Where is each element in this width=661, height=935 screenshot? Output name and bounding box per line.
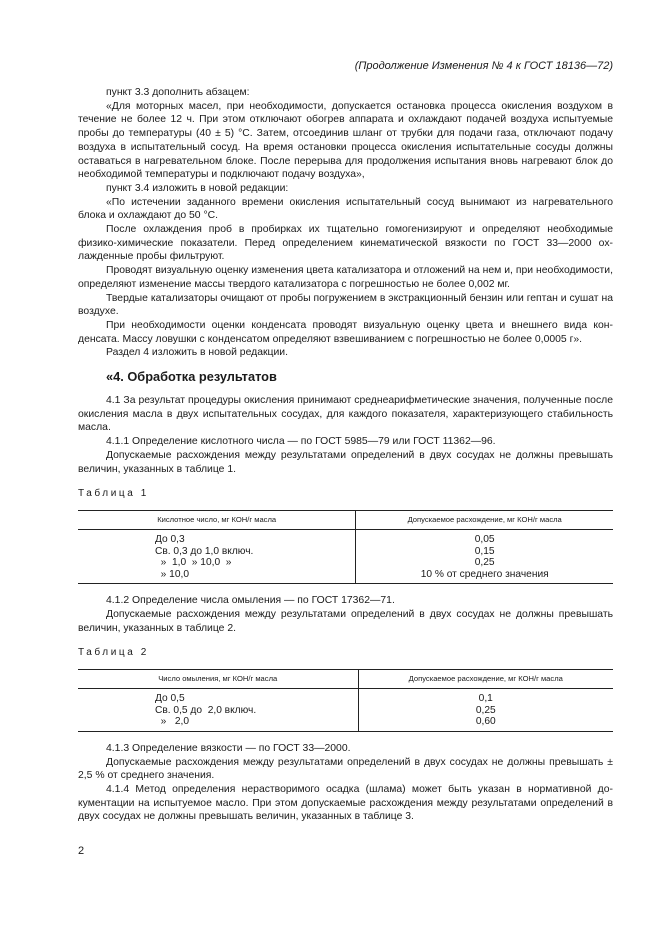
table-cell: » 10,0 xyxy=(155,568,189,580)
paragraph: Допускаемые расхождения между результатами определений в двух сосудах не должны превышать ± 2,5 % от среднего значения. xyxy=(78,756,613,782)
table-cell: Св. 0,3 до 1,0 включ. xyxy=(155,545,254,557)
table-cell: Св. 0,5 до 2,0 включ. xyxy=(155,704,257,716)
table-header-cell: Допускаемое расхождение, мг КОН/г масла xyxy=(356,510,613,529)
table-cell: 0,25 xyxy=(475,704,496,716)
running-header: (Продолжение Изменения № 4 к ГОСТ 18136—72) xyxy=(354,60,613,72)
table-cell: » 1,0 » 10,0 » xyxy=(155,557,232,569)
table-saponification-number xyxy=(78,669,613,732)
table-cell: 10 % от среднего значения xyxy=(420,568,549,580)
table-cell: 0,15 xyxy=(474,545,495,557)
paragraph: «По истечении заданного времени окисления испытательный сосуд вынимают из нагревательного блока и охлаждают до 50 °С. xyxy=(78,196,613,222)
table-column-values xyxy=(356,529,613,583)
table-cell: До 0,3 xyxy=(155,533,185,545)
table-header-cell: Кислотное число, мг КОН/г масла xyxy=(78,510,356,529)
table-cell: » 2,0 xyxy=(155,716,189,728)
paragraph: «Для моторных масел, при необходимости, допускается остановка процесса окисления воздухом в течение не более 12 ч. При этом отключают обогрев аппарата и охлаждают подачей воздуха испытуемые пробы до температуры (40 ± 5) °С. Затем, отсоединив шланг от трубки для подачи газа, отключают подачу воздуха в испытательный сосуд. На время остановки процесса окисления испытательные сосуды должны оставаться в нагревательном блоке. После перерыва для продолжения испытания вновь нагревают блок до необходимой температуры и подключают подачу воздуха», xyxy=(78,100,613,181)
table-cell: До 0,5 xyxy=(155,693,185,705)
section-title: «4. Обработка результатов xyxy=(106,369,277,385)
table-header-cell: Допускаемое расхождение, мг КОН/г масла xyxy=(358,670,613,689)
paragraph: Допускаемые расхождения между результатами определений в двух сосудах не должны превышать величин, указанных в таблице 1. xyxy=(78,449,613,475)
table-column-values xyxy=(358,689,613,732)
table-column-ranges xyxy=(78,529,356,583)
table-header-cell: Число омыления, мг КОН/г масла xyxy=(78,670,358,689)
paragraph: Допускаемые расхождения между результатами определений в двух сосудах не должны превышать величин, указанных в таблице 2. xyxy=(78,609,613,634)
table-caption: Таблица 1 xyxy=(78,488,149,500)
table-acid-number xyxy=(78,510,613,584)
paragraph: пункт 3.4 изложить в новой редакции: xyxy=(106,182,289,194)
paragraph: 4.1.1 Определение кислотного числа — по ГОСТ 5985—79 или ГОСТ 11362—96. xyxy=(106,436,496,448)
paragraph: Раздел 4 изложить в новой редакции. xyxy=(106,347,288,359)
table-caption: Таблица 2 xyxy=(78,647,149,659)
table-cell: 0,1 xyxy=(478,693,493,705)
paragraph: После охлаждения проб в пробирках их тщательно гомогенизируют и определяют необходимые физико-химические показатели. Перед определением кинематической вязкости по ГОСТ 33—2000 охлажденные пробы фильтруют. xyxy=(78,224,613,263)
table-cell: 0,60 xyxy=(475,716,496,728)
paragraph: пункт 3.3 дополнить абзацем: xyxy=(106,87,250,98)
paragraph: 4.1 За результат процедуры окисления принимают среднеарифметические значения, полученные после окисления масла в двух испытательных сосудах, для каждого показателя, характеризующего стабильность масла. xyxy=(78,395,613,434)
paragraph: 4.1.2 Определение числа омыления — по ГОСТ 17362—71. xyxy=(106,595,395,607)
paragraph: При необходимости оценки конденсата проводят визуальную оценку цвета и внешнего вида конденсата. Массу ловушки с конденсатом определяют взвешиванием с погрешностью не более 0,0005 г». xyxy=(78,319,613,345)
page-number: 2 xyxy=(78,845,85,857)
paragraph: 4.1.4 Метод определения нерастворимого осадка (шлама) может быть указан в нормативной документации на испытуемое масло. При этом допускаемые расхождения между результатами определений в двух сосудах не должны превышать величин, указанных в таблице 3. xyxy=(78,784,613,823)
table-cell: 0,05 xyxy=(474,533,495,545)
paragraph: Проводят визуальную оценку изменения цвета катализатора и отложений на нем и, при необходимости, определяют изменение массы твердого катализатора с погрешностью не более 0,002 мг. xyxy=(78,265,613,290)
table-column-ranges xyxy=(78,689,358,732)
table-cell: 0,25 xyxy=(474,557,495,569)
paragraph: 4.1.3 Определение вязкости — по ГОСТ 33—2000. xyxy=(106,742,351,754)
paragraph: Твердые катализаторы очищают от пробы погружением в экстракционный бензин или гептан и сушат на воздухе. xyxy=(78,292,613,318)
document-body xyxy=(78,86,613,824)
